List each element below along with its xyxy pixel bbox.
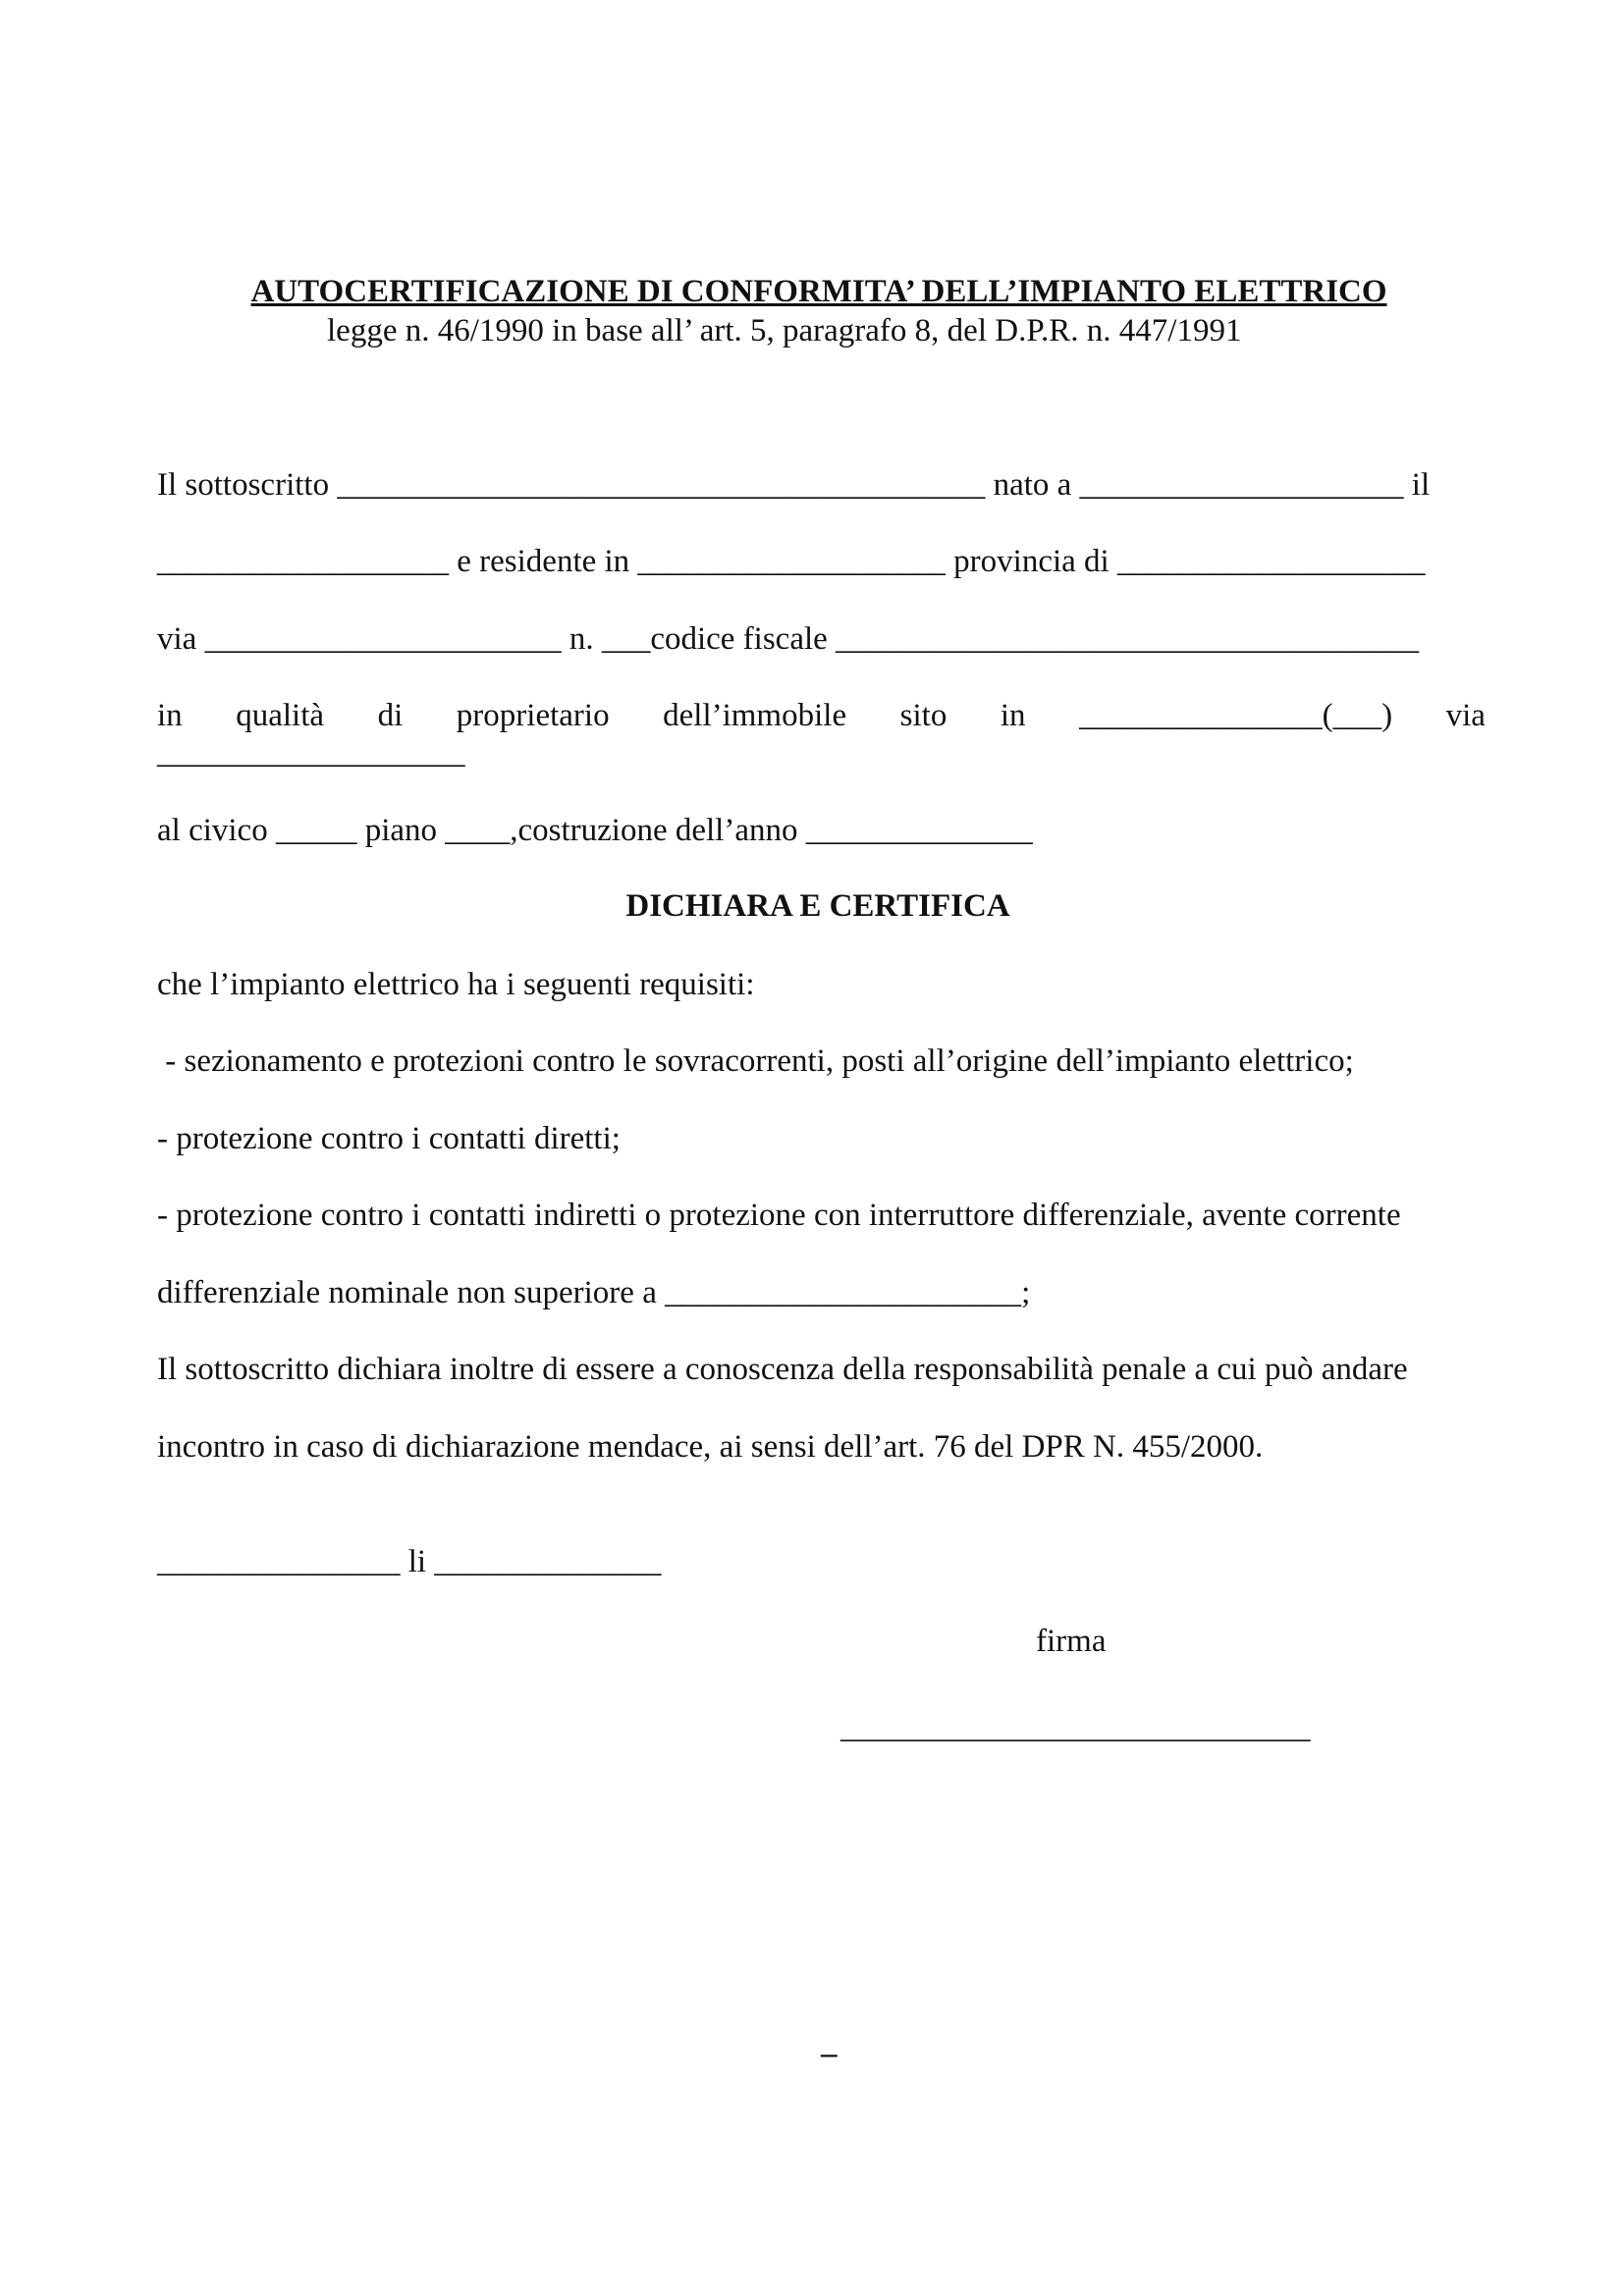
blank-location-province: _______________(___) bbox=[1079, 698, 1393, 733]
word-via: via bbox=[1445, 698, 1486, 733]
place-date-line: _______________ li ______________ bbox=[157, 1544, 662, 1579]
word-proprietario: proprietario bbox=[456, 698, 610, 733]
word-in: in bbox=[157, 698, 183, 733]
requirement-item-2: - protezione contro i contatti diretti; bbox=[157, 1121, 621, 1156]
requirement-item-3-line-1: - protezione contro i contatti indiretti o protezione con interruttore differenziale, avente corrente bbox=[157, 1198, 1401, 1233]
word-in-2: in bbox=[1000, 698, 1026, 733]
requirements-intro: che l’impianto elettrico ha i seguenti requisiti: bbox=[157, 967, 755, 1002]
signature-label: firma bbox=[1036, 1624, 1107, 1659]
requirement-item-3-line-2: differenziale nominale non superiore a ______________________; bbox=[157, 1275, 1031, 1310]
form-line-immobile bbox=[157, 696, 1486, 735]
page-mark: – bbox=[821, 2036, 838, 2071]
form-line-via-blank: ___________________ bbox=[157, 735, 465, 771]
form-line-residenza: __________________ e residente in ___________________ provincia di ___________________ bbox=[157, 544, 1426, 579]
word-qualita: qualità bbox=[236, 698, 325, 733]
declaration-line-1: Il sottoscritto dichiara inoltre di essere a conoscenza della responsabilità penale a cui può andare bbox=[157, 1352, 1408, 1387]
form-line-sottoscritto: Il sottoscritto ________________________________________ nato a ____________________ il bbox=[157, 467, 1431, 503]
document-subtitle: legge n. 46/1990 in base all’ art. 5, paragrafo 8, del D.P.R. n. 447/1991 bbox=[327, 313, 1242, 348]
requirement-item-1: - sezionamento e protezioni contro le sovracorrenti, posti all’origine dell’impianto elettrico; bbox=[157, 1043, 1354, 1079]
form-line-civico: al civico _____ piano ____,costruzione dell’anno ______________ bbox=[157, 813, 1033, 848]
word-sito: sito bbox=[899, 698, 947, 733]
document-title: AUTOCERTIFICAZIONE DI CONFORMITA’ DELL’IMPIANTO ELETTRICO bbox=[250, 274, 1387, 309]
declaration-line-2: incontro in caso di dichiarazione mendace, ai sensi dell’art. 76 del DPR N. 455/2000. bbox=[157, 1429, 1264, 1465]
form-line-codice-fiscale: via ______________________ n. ___codice fiscale ____________________________________ bbox=[157, 621, 1420, 657]
signature-line: _____________________________ bbox=[840, 1710, 1311, 1745]
section-heading: DICHIARA E CERTIFICA bbox=[625, 888, 1010, 924]
word-immobile: dell’immobile bbox=[663, 698, 847, 733]
word-di: di bbox=[377, 698, 404, 733]
